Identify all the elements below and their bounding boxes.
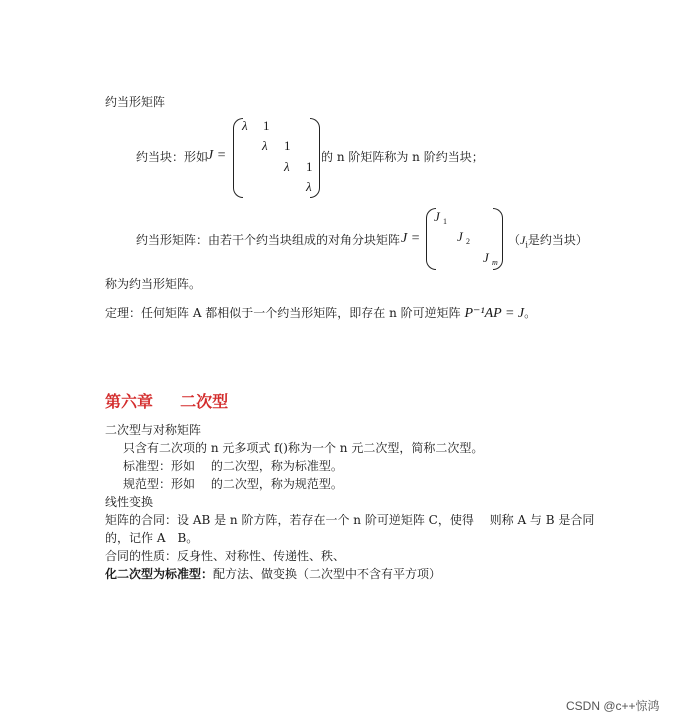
matrix-subscript: 2 bbox=[466, 237, 470, 246]
chapter-title: 二次型 bbox=[180, 392, 229, 411]
line-quadratic-symmetric: 二次型与对称矩阵 bbox=[105, 423, 202, 437]
matrix-cell: J bbox=[434, 209, 440, 224]
jordan-form-line2: 称为约当形矩阵。 bbox=[105, 277, 202, 291]
jordan-form-prefix: 约当形矩阵：由若干个约当块组成的对角分块矩阵 bbox=[136, 233, 401, 247]
matrix-cell: λ bbox=[284, 159, 290, 174]
jordan-block-lhs: J = bbox=[207, 148, 227, 163]
matrix-cell: 1 bbox=[306, 159, 313, 174]
matrix-subscript: m bbox=[492, 258, 498, 267]
line-canonical-form: 规范型：形如 的二次型，称为规范型。 bbox=[123, 477, 343, 491]
matrix-cell: 1 bbox=[284, 138, 291, 153]
matrix-cell: J bbox=[457, 229, 463, 244]
jordan-form-note: （$J_i$是约当块） bbox=[508, 233, 588, 250]
line-standardization: 化二次型为标准型：配方法、做变换（二次型中不含有平方项） bbox=[105, 567, 442, 581]
chapter-number: 第六章 bbox=[105, 392, 154, 411]
jordan-block-suffix: 的 n 阶矩阵称为 n 阶约当块； bbox=[321, 150, 484, 164]
matrix-cell: λ bbox=[242, 118, 248, 133]
jordan-form-lhs: J = bbox=[401, 231, 421, 246]
watermark: CSDN @c++惊鸿 bbox=[566, 699, 660, 713]
right-paren bbox=[310, 118, 320, 198]
line-standard-form: 标准型：形如 的二次型，称为标准型。 bbox=[123, 459, 343, 473]
line-congruence-cont: 的，记作 A B。 bbox=[105, 531, 199, 545]
theorem: 定理：任何矩阵 A 都相似于一个约当形矩阵，即存在 n 阶可逆矩阵 P⁻¹AP = J。 bbox=[105, 306, 537, 321]
line-congruence-properties: 合同的性质：反身性、对称性、传递性、秩、 bbox=[105, 549, 346, 563]
matrix-cell: λ bbox=[262, 138, 268, 153]
jordan-block-prefix: 约当块：形如 bbox=[136, 150, 209, 164]
line-congruence: 矩阵的合同：设 AB 是 n 阶方阵，若存在一个 n 阶可逆矩阵 C，使得 则称 A 与 B 是合同 bbox=[105, 513, 595, 527]
matrix-cell: 1 bbox=[263, 118, 270, 133]
section-title: 约当形矩阵 bbox=[105, 95, 166, 109]
line-quadratic-definition: 只含有二次项的 n 元多项式 f()称为一个 n 元二次型，简称二次型。 bbox=[123, 441, 484, 455]
matrix-cell: λ bbox=[306, 179, 312, 194]
chapter-heading bbox=[105, 393, 228, 411]
right-paren bbox=[493, 208, 503, 270]
line-linear-transform: 线性变换 bbox=[105, 495, 154, 509]
matrix-cell: J bbox=[483, 250, 489, 265]
matrix-subscript: 1 bbox=[443, 217, 447, 226]
